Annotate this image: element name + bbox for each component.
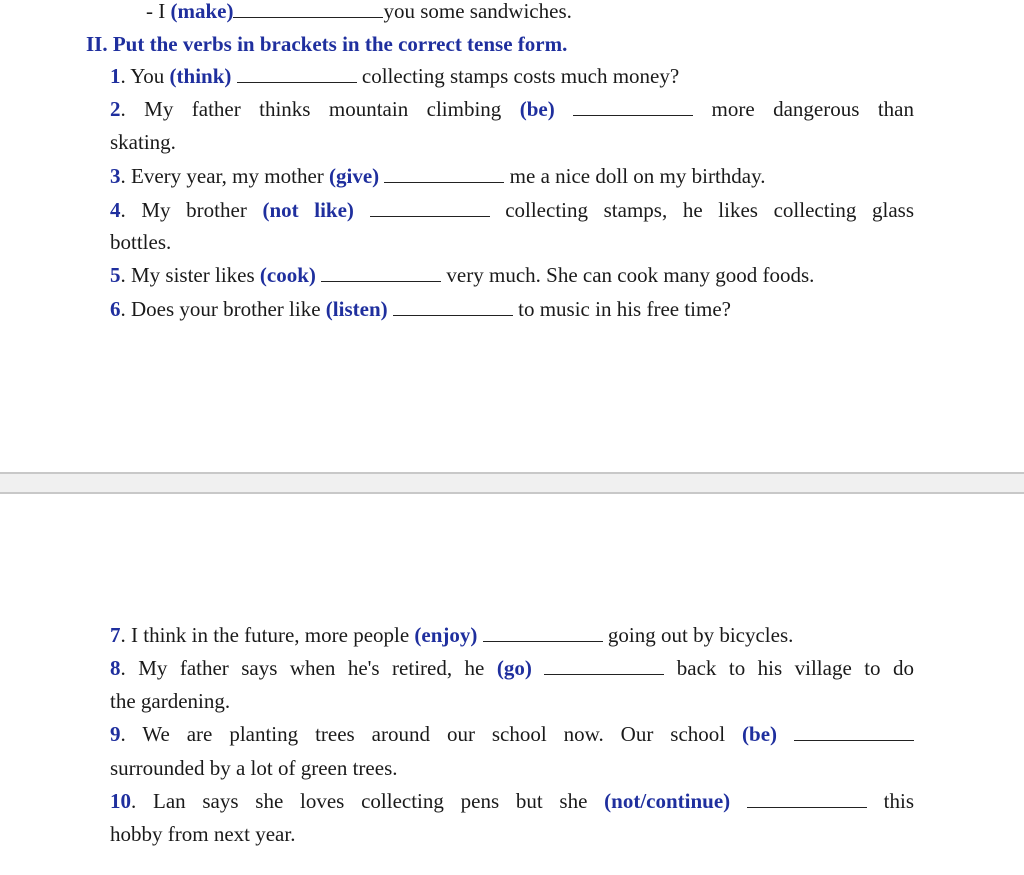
question-3 — [110, 163, 766, 189]
question-number: 7 — [110, 623, 121, 647]
answer-blank[interactable] — [794, 722, 914, 741]
question-verb: (be) — [742, 722, 778, 746]
question-5 — [110, 262, 814, 288]
question-9 — [110, 721, 914, 747]
question-number: 10 — [110, 789, 131, 813]
question-8-continued: the gardening. — [110, 689, 231, 713]
question-verb: (be) — [519, 97, 555, 121]
question-verb: (give) — [329, 164, 380, 188]
question-number: 6 — [110, 297, 121, 321]
answer-blank[interactable] — [573, 97, 693, 116]
question-1 — [110, 63, 679, 89]
intro-verb: (make) — [170, 0, 234, 23]
question-text: . Every year, my mother — [120, 164, 330, 188]
question-verb: (cook) — [259, 263, 316, 287]
question-number: 5 — [110, 263, 121, 287]
question-verb: (listen) — [325, 297, 388, 321]
question-number: 8 — [110, 656, 121, 680]
answer-blank[interactable] — [237, 64, 357, 83]
answer-blank[interactable] — [233, 0, 383, 18]
question-8 — [110, 655, 914, 681]
question-6 — [110, 296, 731, 322]
question-verb: (enjoy) — [414, 623, 478, 647]
question-text: collecting stamps, he likes collecting glass — [489, 198, 915, 222]
question-text: . My brother — [120, 198, 263, 222]
question-number: 2 — [110, 97, 121, 121]
answer-blank[interactable] — [384, 164, 504, 183]
question-verb: (not/continue) — [604, 789, 731, 813]
question-4 — [110, 197, 914, 223]
worksheet-page-bottom — [0, 494, 1024, 875]
answer-blank[interactable] — [747, 789, 867, 808]
question-text: me a nice doll on my birthday. — [504, 164, 766, 188]
question-text: going out by bicycles. — [602, 623, 794, 647]
question-10-continued: hobby from next year. — [110, 822, 296, 846]
question-7 — [110, 622, 793, 648]
question-text: back to his village to do — [664, 656, 915, 680]
question-text: . We are planting trees around our school now. Our school — [120, 722, 743, 746]
answer-blank[interactable] — [483, 623, 603, 642]
intro-suffix: you some sandwiches. — [383, 0, 572, 23]
question-4-continued: bottles. — [110, 230, 172, 254]
question-text: more dangerous than — [693, 97, 914, 121]
intro-prefix: - I — [146, 0, 171, 23]
question-text: . My father says when he's retired, he — [120, 656, 497, 680]
question-text: to music in his free time? — [512, 297, 731, 321]
question-verb: (think) — [169, 64, 232, 88]
question-text: . You — [120, 64, 170, 88]
question-text: . Does your brother like — [120, 297, 326, 321]
section-title: II. Put the verbs in brackets in the correct tense form. — [86, 32, 568, 56]
question-text: very much. She can cook many good foods. — [441, 263, 815, 287]
question-2 — [110, 96, 914, 122]
question-verb: (go) — [496, 656, 532, 680]
answer-blank[interactable] — [393, 297, 513, 316]
intro-line — [146, 0, 572, 24]
answer-blank[interactable] — [321, 263, 441, 282]
answer-blank[interactable] — [544, 656, 664, 675]
question-10 — [110, 788, 914, 814]
question-9-continued: surrounded by a lot of green trees. — [110, 756, 398, 780]
page-break-divider — [0, 472, 1024, 494]
question-number: 4 — [110, 198, 121, 222]
answer-blank[interactable] — [370, 198, 490, 217]
question-text: . My sister likes — [120, 263, 260, 287]
question-verb: (not like) — [262, 198, 354, 222]
question-text: . I think in the future, more people — [120, 623, 415, 647]
question-text: . Lan says she loves collecting pens but she — [131, 789, 605, 813]
question-text: . My father thinks mountain climbing — [120, 97, 520, 121]
question-text: this — [866, 789, 915, 813]
question-2-continued: skating. — [110, 130, 176, 154]
question-number: 3 — [110, 164, 121, 188]
question-number: 1 — [110, 64, 121, 88]
question-number: 9 — [110, 722, 121, 746]
question-text: collecting stamps costs much money? — [356, 64, 680, 88]
